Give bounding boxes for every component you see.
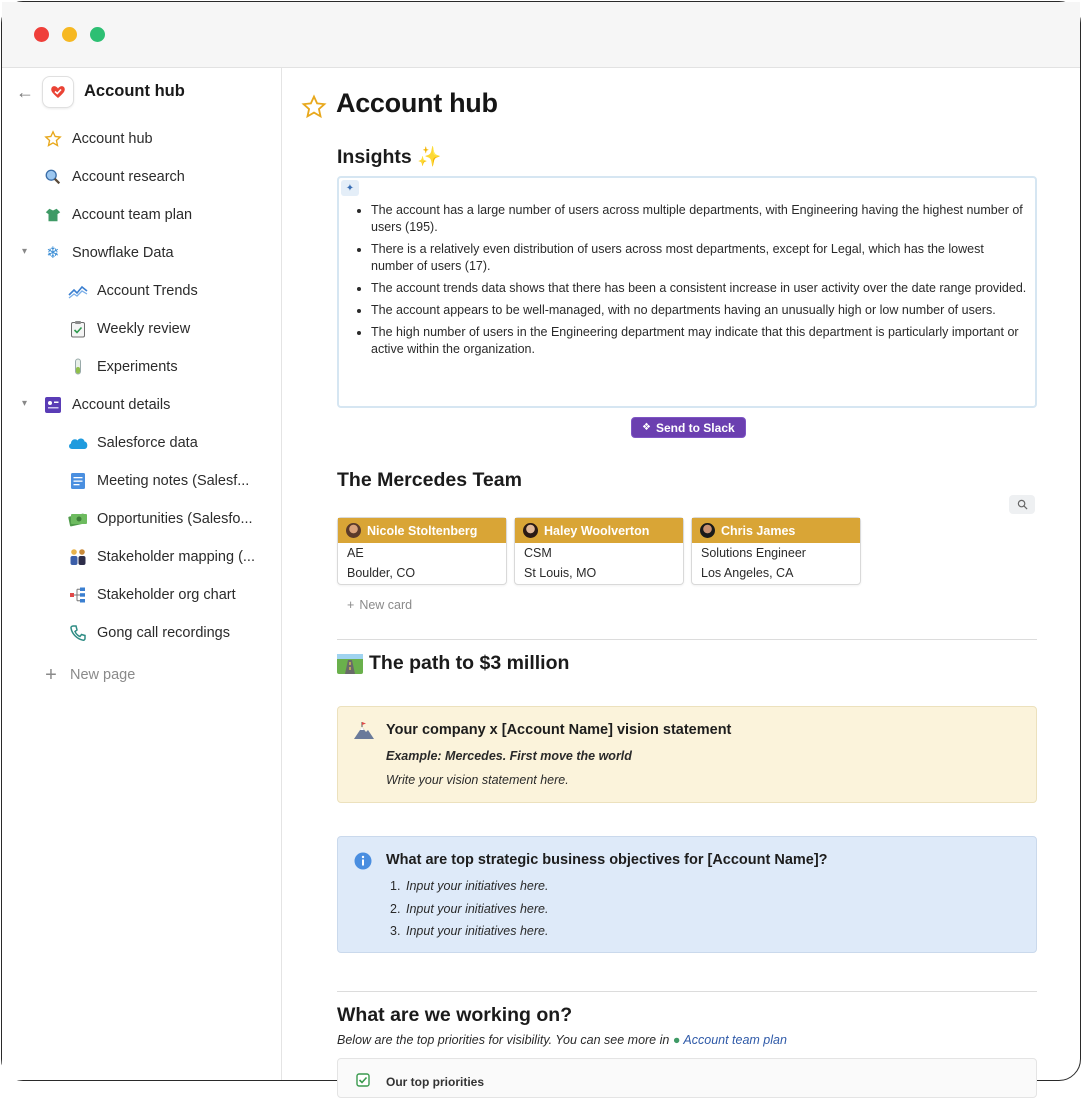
cloud-icon	[67, 432, 89, 454]
minimize-window-button[interactable]	[62, 27, 77, 42]
team-card[interactable]	[514, 517, 684, 585]
sidebar-item-meeting-notes[interactable]	[67, 466, 249, 496]
sidebar-item-stakeholder-org-chart[interactable]	[67, 580, 236, 610]
sidebar	[2, 68, 282, 1080]
working-subtitle	[337, 1033, 787, 1047]
sidebar-item-label: Stakeholder org chart	[97, 587, 236, 603]
list-item: • There is a relatively even distribution of users across most departments, except for Legal, which has the lowest number of users (17).	[371, 241, 1027, 275]
page-title[interactable]: Account hub	[336, 88, 498, 118]
magnifier-icon	[42, 166, 64, 188]
sidebar-item-gong-call-recordings[interactable]	[67, 618, 230, 648]
main-content	[283, 68, 1080, 1089]
shirt-icon	[42, 204, 64, 226]
path-heading[interactable]	[337, 652, 569, 675]
sidebar-item-label: Experiments	[97, 359, 178, 375]
team-heading[interactable]: The Mercedes Team	[337, 469, 522, 491]
card-role: CSM	[524, 546, 552, 560]
star-icon[interactable]	[301, 94, 327, 125]
list-number: 1.	[390, 879, 401, 893]
chevron-down-icon[interactable]: ▾	[22, 398, 28, 409]
new-card-button[interactable]	[347, 598, 412, 612]
card-location: Los Angeles, CA	[701, 566, 794, 580]
card-location: Boulder, CO	[347, 566, 416, 580]
vision-example: Example: Mercedes. First move the world	[386, 749, 632, 763]
heart-logo-icon	[49, 83, 67, 101]
sidebar-item-label: Account Trends	[97, 283, 198, 299]
card-header	[515, 518, 683, 543]
avatar	[700, 523, 715, 538]
doc-logo	[42, 76, 74, 108]
sidebar-item-account-hub[interactable]	[42, 124, 153, 154]
card-role: Solutions Engineer	[701, 546, 806, 560]
dashboard-icon	[42, 394, 64, 416]
sidebar-item-label: Opportunities (Salesfo...	[97, 511, 253, 527]
snowflake-icon: ❄	[46, 245, 60, 262]
sidebar-item-label: Salesforce data	[97, 435, 198, 451]
list-item[interactable]	[390, 924, 548, 938]
card-header	[338, 518, 506, 543]
sidebar-item-salesforce-data[interactable]	[67, 428, 198, 458]
vision-title: Your company x [Account Name] vision statement	[386, 722, 732, 738]
sidebar-item-account-team-plan[interactable]	[42, 200, 192, 230]
list-item: • The account has a large number of users across multiple departments, with Engineering having the highest number of users (195).	[371, 202, 1027, 236]
sidebar-item-stakeholder-mapping[interactable]	[67, 542, 255, 572]
sparkle-icon[interactable]: ✦	[341, 180, 359, 196]
star-icon	[42, 128, 64, 150]
trend-icon	[67, 280, 89, 302]
objective-text: Input your initiatives here.	[406, 902, 549, 916]
team-card[interactable]	[337, 517, 507, 585]
shirt-icon: ●	[672, 1033, 681, 1047]
sidebar-item-label: Gong call recordings	[97, 625, 230, 641]
test-tube-icon	[67, 356, 89, 378]
sidebar-item-label: Snowflake Data	[72, 245, 174, 261]
sidebar-item-account-details[interactable]	[22, 390, 171, 420]
sidebar-item-experiments[interactable]	[67, 352, 178, 382]
working-subtitle-text: Below are the top priorities for visibility. You can see more in	[337, 1033, 670, 1047]
maximize-window-button[interactable]	[90, 27, 105, 42]
avatar	[523, 523, 538, 538]
sidebar-item-label: Account details	[72, 397, 171, 413]
insights-list	[371, 202, 1027, 363]
sidebar-item-opportunities[interactable]	[67, 504, 253, 534]
sidebar-item-label: Account research	[72, 169, 185, 185]
team-card[interactable]	[691, 517, 861, 585]
chevron-down-icon[interactable]: ▾	[22, 246, 28, 257]
search-icon[interactable]	[1009, 495, 1035, 514]
sidebar-item-weekly-review[interactable]	[67, 314, 190, 344]
card-name: Haley Woolverton	[544, 523, 650, 538]
priorities-label: Our top priorities	[386, 1075, 485, 1089]
avatar	[346, 523, 361, 538]
priorities-box[interactable]	[337, 1058, 1037, 1098]
money-icon	[67, 508, 89, 530]
doc-title[interactable]: Account hub	[84, 82, 185, 100]
card-name: Chris James	[721, 523, 796, 538]
org-chart-icon	[67, 584, 89, 606]
insights-heading[interactable]: Insights ✨	[337, 146, 442, 168]
clipboard-icon	[67, 318, 89, 340]
card-header	[692, 518, 860, 543]
slack-icon: ❖	[642, 422, 651, 433]
card-location: St Louis, MO	[524, 566, 597, 580]
sidebar-item-label: Meeting notes (Salesf...	[97, 473, 250, 489]
mountain-flag-icon	[353, 721, 375, 746]
list-number: 2.	[390, 902, 401, 916]
road-icon	[337, 654, 363, 674]
divider	[337, 639, 1037, 640]
list-item: • The high number of users in the Engineering department may indicate that this department is particularly important or active within the organization.	[371, 324, 1027, 358]
send-to-slack-button[interactable]	[631, 417, 746, 438]
vision-callout[interactable]	[337, 706, 1037, 803]
checkbox-icon	[356, 1073, 370, 1092]
card-role: AE	[347, 546, 364, 560]
sidebar-item-account-trends[interactable]	[67, 276, 198, 306]
close-window-button[interactable]	[34, 27, 49, 42]
new-card-label: New card	[359, 598, 413, 612]
account-team-plan-link[interactable]: Account team plan	[683, 1033, 787, 1047]
objective-text: Input your initiatives here.	[406, 924, 549, 938]
path-heading-text: The path to $3 million	[369, 652, 570, 674]
new-page-button[interactable]	[40, 660, 135, 690]
sidebar-item-account-research[interactable]	[42, 162, 185, 192]
objectives-title: What are top strategic business objectives for [Account Name]?	[386, 852, 828, 868]
app-window	[1, 1, 1081, 1089]
vision-prompt[interactable]: Write your vision statement here.	[386, 773, 569, 787]
plus-icon: +	[45, 663, 57, 686]
info-icon	[353, 851, 373, 876]
list-number: 3.	[390, 924, 401, 938]
insights-box[interactable]	[337, 176, 1037, 408]
objective-text: Input your initiatives here.	[406, 879, 549, 893]
phone-icon	[67, 622, 89, 644]
new-page-label: New page	[70, 667, 136, 683]
send-to-slack-label: Send to Slack	[655, 420, 735, 435]
title-bar	[2, 2, 1080, 68]
sidebar-item-label: Stakeholder mapping (...	[97, 549, 255, 565]
working-heading[interactable]: What are we working on?	[337, 1004, 573, 1026]
plus-icon: +	[347, 598, 355, 612]
objectives-callout[interactable]	[337, 836, 1037, 953]
back-arrow-icon[interactable]: ←	[16, 82, 34, 102]
sidebar-item-label: Weekly review	[97, 321, 191, 337]
sidebar-item-label: Account team plan	[72, 207, 193, 223]
list-item: • The account appears to be well-managed, with no departments having an unusually high or low number of users.	[371, 302, 1027, 319]
list-item: • The account trends data shows that there has been a consistent increase in user activity over the date range provided.	[371, 280, 1027, 297]
people-icon	[67, 546, 89, 568]
list-item[interactable]	[390, 902, 548, 916]
notes-icon	[67, 470, 89, 492]
sidebar-item-snowflake-data[interactable]	[22, 238, 174, 268]
card-name: Nicole Stoltenberg	[367, 523, 478, 538]
divider	[337, 991, 1037, 992]
sidebar-item-label: Account hub	[72, 131, 153, 147]
list-item[interactable]	[390, 879, 548, 893]
